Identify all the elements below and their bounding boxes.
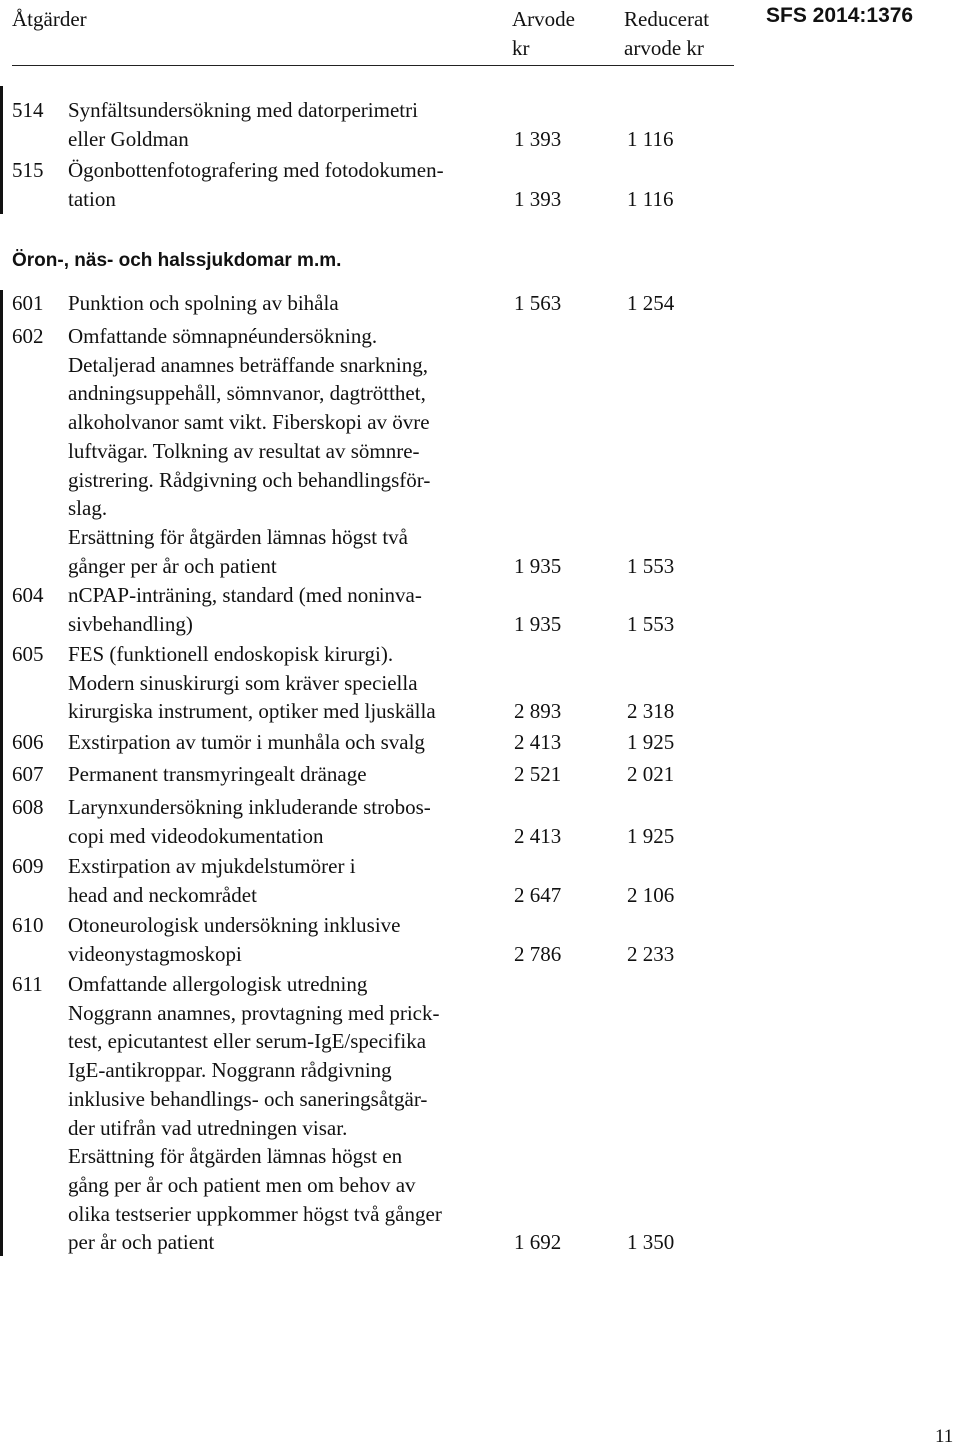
entry-text-line: copi med videodokumentation bbox=[68, 823, 324, 848]
reduced-fee-value: 2 233 bbox=[627, 941, 675, 966]
entry-text-line: Ersättning för åtgärden lämnas högst en bbox=[68, 1144, 403, 1169]
entry-text-line: sivbehandling) bbox=[68, 611, 193, 636]
entry-text-line: Exstirpation av mjukdelstumörer i bbox=[68, 854, 356, 878]
entry-text-line: slag. bbox=[68, 496, 108, 521]
reduced-fee-value: 1 116 bbox=[627, 186, 674, 211]
change-bar bbox=[0, 86, 3, 214]
entry-text-line: der utifrån vad utredningen visar. bbox=[68, 1115, 348, 1140]
column-header-fee-line2: kr bbox=[512, 36, 530, 60]
entry-text-line: IgE-antikroppar. Noggrann rådgivning bbox=[68, 1058, 392, 1083]
entry-code: 611 bbox=[12, 972, 43, 996]
entry-text-line: Exstirpation av tumör i munhåla och svalg bbox=[68, 730, 425, 754]
entry-code: 605 bbox=[12, 642, 44, 666]
column-header-reduced-line1: Reducerat bbox=[624, 7, 710, 31]
change-bar bbox=[0, 290, 3, 1256]
entry-code: 604 bbox=[12, 583, 44, 607]
fee-value: 1 393 bbox=[514, 126, 562, 151]
entry-text-line: Omfattande allergologisk utredning bbox=[68, 972, 368, 996]
entry-code: 514 bbox=[12, 98, 44, 122]
entry-text-line: kirurgiska instrument, optiker med ljuskälla bbox=[68, 699, 436, 724]
entry-text-line: Larynxundersökning inkluderande strobos- bbox=[68, 795, 431, 819]
page-number: 11 bbox=[935, 1426, 954, 1447]
entry-text-line: test, epicutantest eller serum-IgE/specifika bbox=[68, 1029, 427, 1054]
fee-value: 2 413 bbox=[514, 823, 562, 848]
fee-value: 2 521 bbox=[514, 762, 562, 786]
entry-text-line: Permanent transmyringealt dränage bbox=[68, 762, 367, 786]
entry-text-line: gistrering. Rådgivning och behandlingsför- bbox=[68, 467, 431, 492]
fee-value: 1 935 bbox=[514, 553, 562, 578]
entry-text-line: tation bbox=[68, 186, 116, 211]
reduced-fee-value: 1 350 bbox=[627, 1230, 675, 1255]
reduced-fee-value: 1 925 bbox=[627, 730, 675, 754]
entry-text-line: Synfältsundersökning med datorperimetri bbox=[68, 98, 418, 122]
column-header-fee-line1: Arvode bbox=[512, 7, 575, 31]
entry-text-line: andningsuppehåll, sömnvanor, dagtrötthet, bbox=[68, 381, 426, 406]
entry-code: 606 bbox=[12, 730, 44, 754]
fee-value: 1 563 bbox=[514, 291, 562, 315]
header-rule bbox=[12, 65, 734, 66]
reduced-fee-value: 1 925 bbox=[627, 823, 675, 848]
fee-value: 1 935 bbox=[514, 611, 562, 636]
entry-text-line: gånger per år och patient bbox=[68, 553, 277, 578]
entry-text-line: Noggrann anamnes, provtagning med prick- bbox=[68, 1000, 440, 1025]
entry-code: 607 bbox=[12, 762, 44, 786]
entry-text-line: inklusive behandlings- och saneringsåtgär- bbox=[68, 1086, 428, 1111]
entry-text-line: Ersättning för åtgärden lämnas högst två bbox=[68, 524, 408, 549]
reduced-fee-value: 1 254 bbox=[627, 291, 675, 315]
entry-text-line: Punktion och spolning av bihåla bbox=[68, 291, 339, 315]
column-header-reduced-line2: arvode kr bbox=[624, 36, 704, 60]
section-title: Öron-, näs- och halssjukdomar m.m. bbox=[12, 250, 342, 271]
fee-value: 2 647 bbox=[514, 882, 562, 907]
entry-code: 608 bbox=[12, 795, 44, 819]
fee-value: 2 413 bbox=[514, 730, 562, 754]
entry-text-line: Modern sinuskirurgi som kräver speciella bbox=[68, 670, 418, 695]
fee-value: 1 692 bbox=[514, 1230, 562, 1255]
reduced-fee-value: 1 116 bbox=[627, 126, 674, 151]
entry-text-line: gång per år och patient men om behov av bbox=[68, 1172, 416, 1197]
entry-code: 610 bbox=[12, 913, 44, 937]
entry-text-line: eller Goldman bbox=[68, 126, 189, 151]
entry-text-line: Omfattande sömnapnéundersökning. bbox=[68, 324, 378, 348]
column-header-action: Åtgärder bbox=[12, 7, 87, 31]
entry-text-line: Detaljerad anamnes beträffande snarkning, bbox=[68, 352, 428, 377]
entry-text-line: videonystagmoskopi bbox=[68, 941, 242, 966]
reduced-fee-value: 2 106 bbox=[627, 882, 675, 907]
entry-code: 609 bbox=[12, 854, 44, 878]
entry-text-line: FES (funktionell endoskopisk kirurgi). bbox=[68, 642, 394, 666]
sfs-number: SFS 2014:1376 bbox=[766, 4, 914, 27]
reduced-fee-value: 1 553 bbox=[627, 553, 675, 578]
fee-value: 2 893 bbox=[514, 699, 562, 724]
entry-code: 602 bbox=[12, 324, 44, 348]
entry-text-line: per år och patient bbox=[68, 1230, 215, 1255]
entry-text-line: Ögonbottenfotografering med fotodokumen- bbox=[68, 158, 444, 182]
reduced-fee-value: 2 021 bbox=[627, 762, 675, 786]
entry-text-line: olika testserier uppkommer högst två gånger bbox=[68, 1201, 442, 1226]
entry-code: 515 bbox=[12, 158, 44, 182]
fee-value: 2 786 bbox=[514, 941, 562, 966]
entry-text-line: luftvägar. Tolkning av resultat av sömnre- bbox=[68, 438, 420, 463]
entry-text-line: alkoholvanor samt vikt. Fiberskopi av övre bbox=[68, 410, 430, 435]
entry-text-line: head and neckområdet bbox=[68, 882, 257, 907]
entry-text-line: Otoneurologisk undersökning inklusive bbox=[68, 913, 401, 937]
entry-code: 601 bbox=[12, 291, 44, 315]
entry-text-line: nCPAP-inträning, standard (med noninva- bbox=[68, 583, 422, 607]
reduced-fee-value: 1 553 bbox=[627, 611, 675, 636]
reduced-fee-value: 2 318 bbox=[627, 699, 675, 724]
fee-value: 1 393 bbox=[514, 186, 562, 211]
